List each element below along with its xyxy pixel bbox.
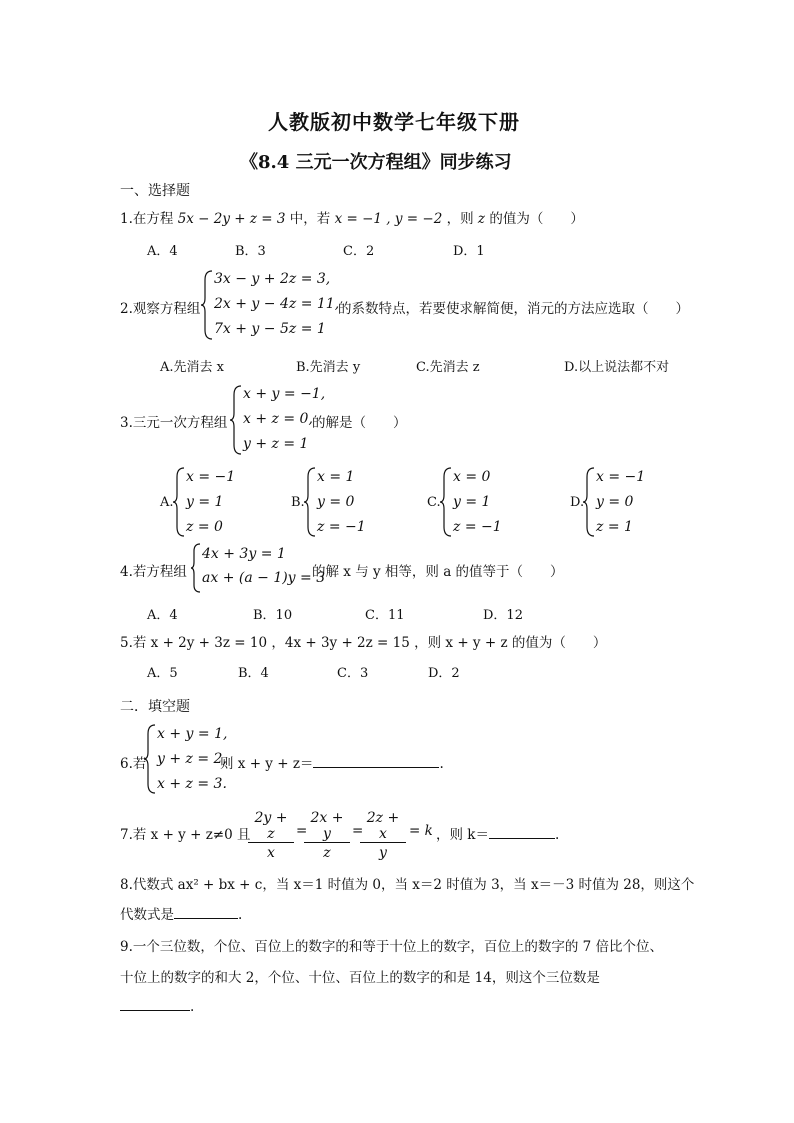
page-title: 人教版初中数学七年级下册 xyxy=(268,110,520,134)
q5-option-b: B．4 xyxy=(238,666,269,681)
question-5: 5.若 x + 2y + 3z = 10 ，4x + 3y + 2z = 15 ，则 x + y + z 的值为（ ） xyxy=(120,635,607,651)
q3-option-a-line-1: x = −1 xyxy=(186,469,236,485)
q3-option-c-line-2: y = 1 xyxy=(453,494,491,510)
q2-system-line-1: 3x − y + 2z = 3, xyxy=(214,271,331,287)
q4-prefix: 4.若方程组 xyxy=(120,564,187,580)
q7-fraction-3-numerator: 2z + x xyxy=(360,810,406,843)
question-1 xyxy=(120,207,584,227)
q3-option-c-line-3: z = −1 xyxy=(453,519,502,535)
q2-option-a: A.先消去 x xyxy=(160,360,224,375)
q2-option-c: C.先消去 z xyxy=(416,360,480,375)
q1-prefix: 1.在方程 xyxy=(120,211,174,227)
q7-fraction-2-denominator: z xyxy=(323,845,331,861)
q6-suffix xyxy=(220,752,444,772)
q1-end: 的值为（ ） xyxy=(489,211,584,227)
q3-option-c-brace xyxy=(439,467,453,541)
q7-equals-1: = xyxy=(296,823,308,839)
q3-system-line-3: y + z = 1 xyxy=(243,436,309,452)
q9-answer-blank[interactable] xyxy=(120,996,190,1011)
q8-end: . xyxy=(238,907,243,923)
q6-system-line-3: x + z = 3. xyxy=(157,776,227,792)
q3-option-d-line-2: y = 0 xyxy=(596,494,634,510)
q7-end: . xyxy=(554,827,560,843)
q4-option-d: D．12 xyxy=(483,608,523,623)
q2-system-brace xyxy=(200,270,214,344)
q8-answer-blank[interactable] xyxy=(174,904,238,919)
q6-prefix: 6.若 xyxy=(120,756,147,772)
q7-fraction-1-numerator: 2y + z xyxy=(248,810,294,843)
q7-fraction-3 xyxy=(360,810,406,861)
q3-option-d-brace xyxy=(582,467,596,541)
q6-answer-blank[interactable] xyxy=(313,753,439,768)
q1-equation: 5x − 2y + z = 3 xyxy=(177,211,286,227)
q3-option-a-line-3: z = 0 xyxy=(186,519,223,535)
q2-system-line-3: 7x + y − 5z = 1 xyxy=(214,321,326,337)
q3-option-a-brace xyxy=(172,467,186,541)
q3-option-b-line-3: z = −1 xyxy=(317,519,366,535)
q5-option-d: D．2 xyxy=(428,666,460,681)
q4-option-a: A．4 xyxy=(147,608,178,623)
q2-system-line-2: 2x + y − 4z = 11, xyxy=(214,296,340,312)
q1-mid: 中，若 xyxy=(289,211,331,227)
q4-system-line-1: 4x + 3y = 1 xyxy=(202,546,286,562)
q2-option-d: D.以上说法都不对 xyxy=(564,360,670,375)
q9-line-2: 十位上的数字的和大 2，个位、十位、百位上的数字的和是 14，则这个三位数是 xyxy=(120,970,600,986)
q3-option-c-label: C. xyxy=(427,495,441,510)
q3-system-line-1: x + y = −1, xyxy=(243,386,326,402)
q8-line-2-text: 代数式是 xyxy=(120,907,174,923)
q1-condition: x = −1 , y = −2 xyxy=(334,211,443,227)
q3-option-b-line-1: x = 1 xyxy=(317,469,355,485)
q2-suffix: 的系数特点，若要使求解简便，消元的方法应选取（ ） xyxy=(338,301,689,317)
q2-option-b: B.先消去 y xyxy=(296,360,361,375)
q7-fraction-2-numerator: 2x + y xyxy=(304,810,350,843)
q5-option-a: A．5 xyxy=(147,666,178,681)
q7-equals-2: = xyxy=(352,823,364,839)
q6-end: . xyxy=(439,756,444,772)
q9-line-1: 9.一个三位数，个位、百位上的数字的和等于十位上的数字，百位上的数字的 7 倍比个位、 xyxy=(120,939,664,955)
q1-suffix: ，则 xyxy=(446,211,474,227)
q1-option-b: B．3 xyxy=(235,244,266,259)
q3-option-a-label: A. xyxy=(160,495,174,510)
page-subtitle: 《8.4 三元一次方程组》同步练习 xyxy=(240,152,512,173)
q8-line-1: 8.代数式 ax² + bx + c，当 x＝1 时值为 0，当 x＝2 时值为 3，当 x＝－3 时值为 28，则这个 xyxy=(120,877,695,893)
q3-option-c-line-1: x = 0 xyxy=(453,469,491,485)
q3-option-d-line-1: x = −1 xyxy=(596,469,646,485)
q7-prefix: 7.若 x + y + z≠0 且 xyxy=(120,827,251,843)
q2-prefix: 2.观察方程组 xyxy=(120,301,201,317)
q3-option-b-label: B. xyxy=(291,495,305,510)
q3-option-a-line-2: y = 1 xyxy=(186,494,224,510)
q8-line-2 xyxy=(120,903,242,923)
q6-system-brace xyxy=(143,724,157,798)
q7-suffix-text: ，则 k＝ xyxy=(436,827,489,843)
q4-system-brace xyxy=(190,543,202,597)
q4-option-c: C．11 xyxy=(365,608,405,623)
q3-option-b-brace xyxy=(303,467,317,541)
q7-fraction-1 xyxy=(248,810,294,861)
q3-suffix: 的解是（ ） xyxy=(312,415,407,431)
q7-fraction-2 xyxy=(304,810,350,861)
q6-system-line-1: x + y = 1, xyxy=(157,726,228,742)
q5-option-c: C．3 xyxy=(337,666,369,681)
q1-option-d: D．1 xyxy=(453,244,485,259)
q3-system-brace xyxy=(229,385,243,459)
q4-system-line-2: ax + (a − 1)y = 3 xyxy=(202,570,326,586)
q1-var: z xyxy=(477,211,486,227)
q1-option-a: A．4 xyxy=(147,244,178,259)
section-heading-fill: 二．填空题 xyxy=(120,699,190,715)
q6-suffix-text: 则 x + y + z＝ xyxy=(220,756,314,772)
q9-end: . xyxy=(190,999,195,1015)
q3-system-line-2: x + z = 0, xyxy=(243,411,313,427)
q3-prefix: 3.三元一次方程组 xyxy=(120,415,228,431)
q1-option-c: C．2 xyxy=(343,244,375,259)
q7-answer-blank[interactable] xyxy=(489,824,555,839)
section-heading-choice: 一、选择题 xyxy=(120,183,190,199)
q3-option-d-label: D. xyxy=(570,495,585,510)
q4-option-b: B．10 xyxy=(253,608,293,623)
q7-fraction-1-denominator: x xyxy=(267,845,275,861)
q4-suffix: 的解 x 与 y 相等，则 a 的值等于（ ） xyxy=(312,564,564,580)
q7-k: = k xyxy=(409,823,433,839)
q9-line-3 xyxy=(120,996,194,1015)
q3-option-d-line-3: z = 1 xyxy=(596,519,633,535)
q6-system-line-2: y + z = 2, xyxy=(157,751,227,767)
q7-fraction-3-denominator: y xyxy=(379,845,387,861)
q3-option-b-line-2: y = 0 xyxy=(317,494,355,510)
q7-suffix xyxy=(436,823,559,843)
